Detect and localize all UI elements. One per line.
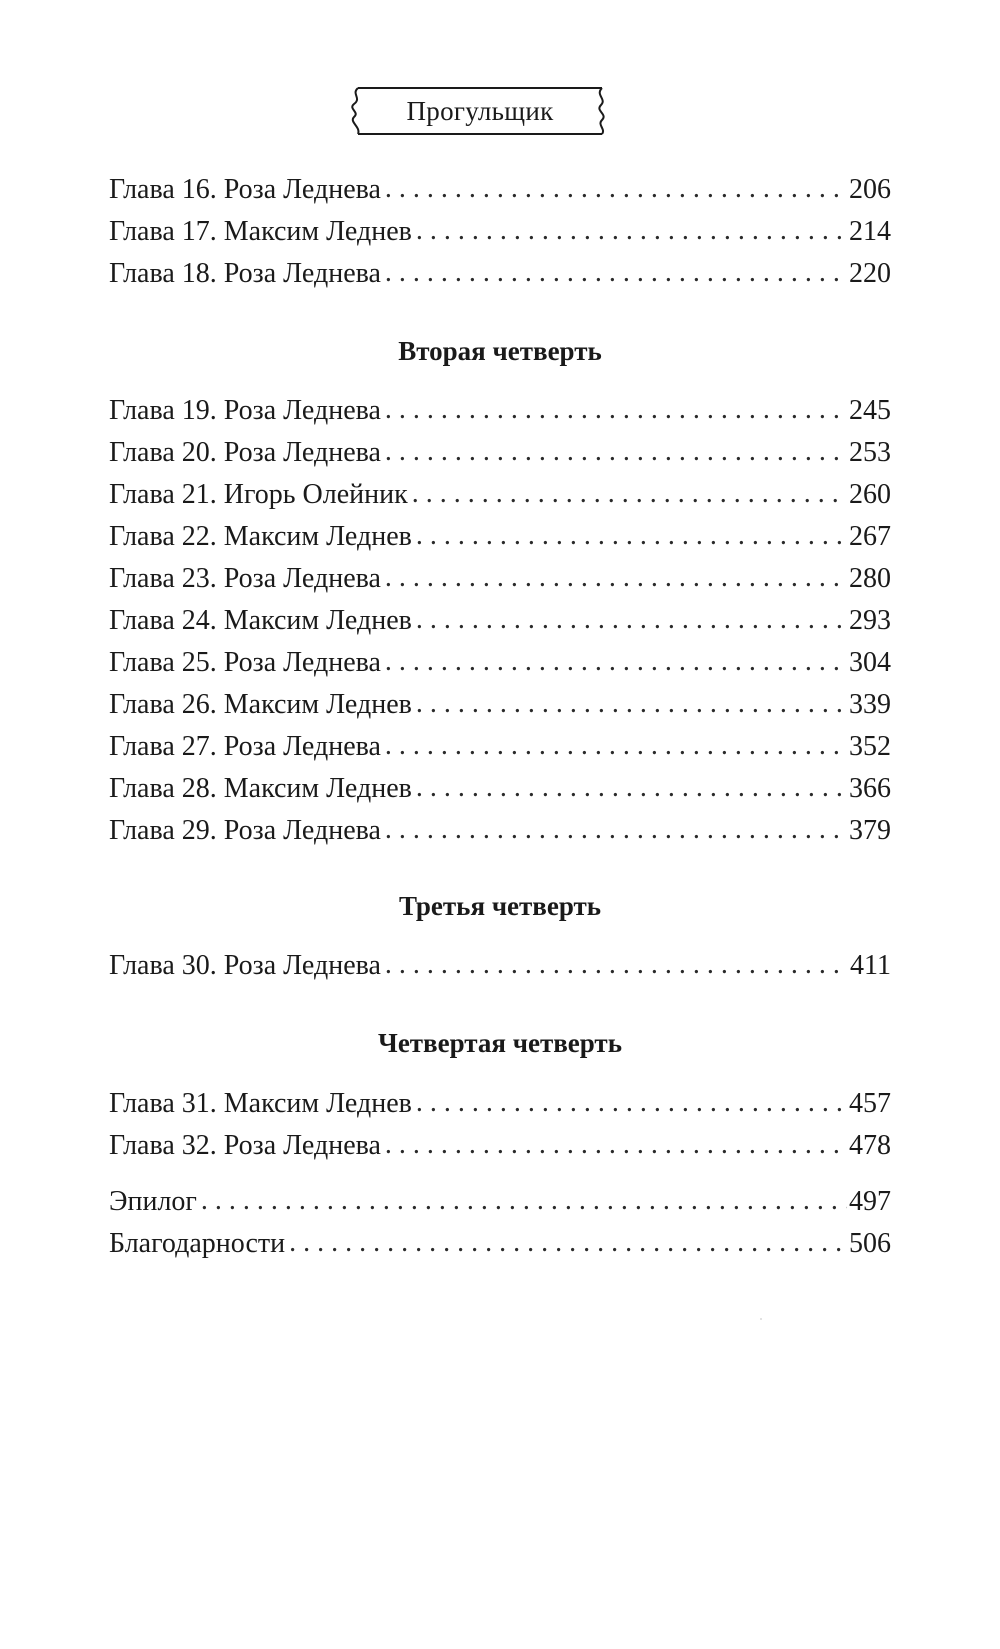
toc-entry-label: Глава 27. Роза Леднева bbox=[109, 731, 381, 762]
section-heading: Четвертая четверть bbox=[378, 1028, 622, 1058]
toc-page-number: 339 bbox=[849, 689, 891, 720]
toc-page-number: 260 bbox=[849, 479, 891, 510]
toc-entry-label: Глава 31. Максим Леднев bbox=[109, 1088, 412, 1119]
dot-leader bbox=[416, 600, 847, 640]
toc-entry-label: Глава 16. Роза Леднева bbox=[109, 174, 381, 205]
toc-entry-label: Глава 25. Роза Леднева bbox=[109, 647, 381, 678]
dot-leader bbox=[201, 1181, 847, 1221]
dot-leader bbox=[385, 642, 847, 682]
toc-entry-label: Эпилог bbox=[109, 1186, 197, 1217]
section-heading: Вторая четверть bbox=[398, 336, 602, 366]
toc-page-number: 245 bbox=[849, 395, 891, 426]
toc-page-number: 411 bbox=[850, 950, 891, 981]
toc-entry bbox=[109, 601, 891, 641]
dot-leader bbox=[416, 516, 847, 556]
toc-entry-label: Глава 26. Максим Леднев bbox=[109, 689, 412, 720]
toc-entry-label: Благодарности bbox=[109, 1228, 286, 1259]
toc-entry bbox=[109, 1126, 891, 1166]
toc-page-number: 457 bbox=[849, 1088, 891, 1119]
dot-leader bbox=[289, 1223, 847, 1263]
toc-entry bbox=[109, 769, 891, 809]
toc-page-number: 497 bbox=[849, 1186, 891, 1217]
dot-leader bbox=[412, 474, 847, 514]
dot-leader bbox=[416, 768, 847, 808]
toc-entry-label: Глава 23. Роза Леднева bbox=[109, 563, 381, 594]
toc-page-number: 352 bbox=[849, 731, 891, 762]
toc-entry-label: Глава 32. Роза Леднева bbox=[109, 1130, 381, 1161]
dot-leader bbox=[385, 390, 847, 430]
toc-page-number: 267 bbox=[849, 521, 891, 552]
toc-entry bbox=[109, 1084, 891, 1124]
toc-entry bbox=[109, 170, 891, 210]
dot-leader bbox=[385, 810, 847, 850]
dot-leader bbox=[385, 253, 847, 293]
toc-page-number: 379 bbox=[849, 815, 891, 846]
toc-entry bbox=[109, 811, 891, 851]
toc-page-number: 206 bbox=[849, 174, 891, 205]
toc-entry-label: Глава 21. Игорь Олейник bbox=[109, 479, 408, 510]
toc-entry-epilogue bbox=[109, 1182, 891, 1222]
toc-entry-label: Глава 22. Максим Леднев bbox=[109, 521, 412, 552]
dot-leader bbox=[385, 432, 847, 472]
toc-entry bbox=[109, 254, 891, 294]
running-header-title: Прогульщик bbox=[406, 96, 554, 126]
toc-entry-label: Глава 17. Максим Леднев bbox=[109, 216, 412, 247]
toc-entry bbox=[109, 212, 891, 252]
dot-leader bbox=[385, 726, 847, 766]
toc-entry-label: Глава 30. Роза Леднева bbox=[109, 950, 381, 981]
toc-entry-label: Глава 28. Максим Леднев bbox=[109, 773, 412, 804]
toc-page-number: 253 bbox=[849, 437, 891, 468]
toc-page-number: 293 bbox=[849, 605, 891, 636]
toc-page-number: 304 bbox=[849, 647, 891, 678]
toc-page-number: 478 bbox=[849, 1130, 891, 1161]
paper-speck bbox=[760, 1318, 762, 1320]
toc-entry-label: Глава 24. Максим Леднев bbox=[109, 605, 412, 636]
toc-page-number: 214 bbox=[849, 216, 891, 247]
dot-leader bbox=[416, 211, 847, 251]
dot-leader bbox=[385, 945, 848, 985]
dot-leader bbox=[385, 558, 847, 598]
toc-page-number: 506 bbox=[849, 1228, 891, 1259]
running-header bbox=[348, 84, 612, 138]
toc-entry bbox=[109, 685, 891, 725]
toc-entry bbox=[109, 946, 891, 986]
toc-entry bbox=[109, 517, 891, 557]
toc-entry bbox=[109, 391, 891, 431]
toc-page-number: 280 bbox=[849, 563, 891, 594]
toc-entry-acknowledgements bbox=[109, 1224, 891, 1264]
toc-entry-label: Глава 29. Роза Леднева bbox=[109, 815, 381, 846]
dot-leader bbox=[385, 1125, 847, 1165]
toc-entry bbox=[109, 643, 891, 683]
toc-entry-label: Глава 18. Роза Леднева bbox=[109, 258, 381, 289]
toc-entry-label: Глава 19. Роза Леднева bbox=[109, 395, 381, 426]
toc-entry bbox=[109, 475, 891, 515]
dot-leader bbox=[416, 684, 847, 724]
dot-leader bbox=[416, 1083, 847, 1123]
toc-entry-label: Глава 20. Роза Леднева bbox=[109, 437, 381, 468]
toc-entry bbox=[109, 727, 891, 767]
toc-page-number: 366 bbox=[849, 773, 891, 804]
toc-page-number: 220 bbox=[849, 258, 891, 289]
toc-entry bbox=[109, 433, 891, 473]
toc-entry bbox=[109, 559, 891, 599]
section-heading: Третья четверть bbox=[398, 891, 602, 921]
dot-leader bbox=[385, 169, 847, 209]
